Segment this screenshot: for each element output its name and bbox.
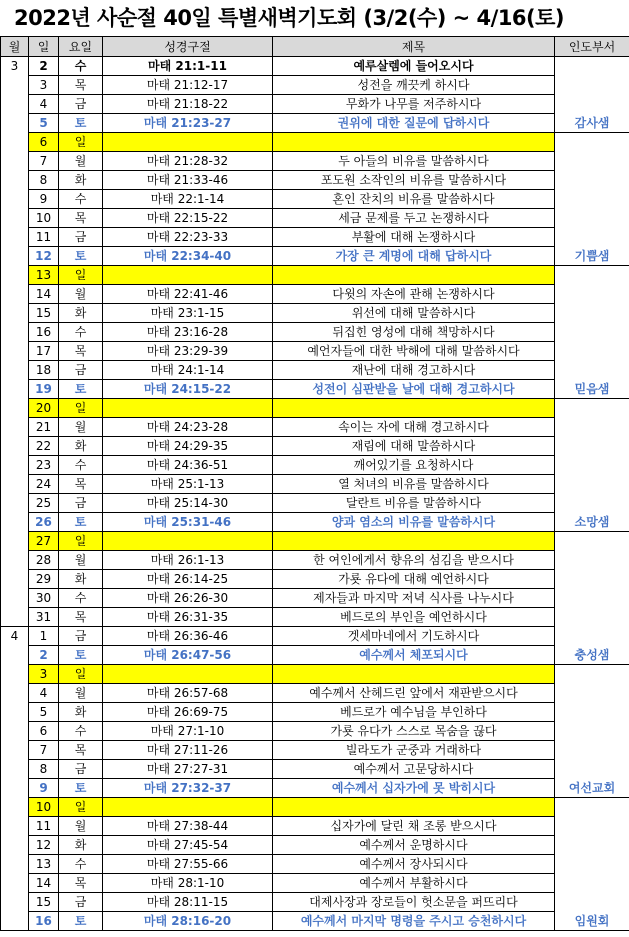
title-cell (273, 532, 555, 551)
verse-cell: 마태 21:18-22 (103, 95, 273, 114)
table-row (1, 627, 629, 646)
title-cell: 예수께서 체포되시다 (273, 646, 555, 665)
verse-cell: 마태 23:29-39 (103, 342, 273, 361)
department-cell: 여선교회 (555, 665, 629, 798)
title-cell (273, 133, 555, 152)
weekday-cell: 목 (59, 209, 103, 228)
verse-cell: 마태 21:1-11 (103, 57, 273, 76)
weekday-cell: 화 (59, 304, 103, 323)
table-row (1, 836, 629, 855)
department-cell: 임원회 (555, 798, 629, 931)
table-row (1, 190, 629, 209)
weekday-cell: 월 (59, 551, 103, 570)
day-cell: 5 (29, 703, 59, 722)
day-cell: 13 (29, 266, 59, 285)
day-cell: 16 (29, 323, 59, 342)
table-row (1, 665, 629, 684)
verse-cell: 마태 26:69-75 (103, 703, 273, 722)
verse-cell: 마태 26:31-35 (103, 608, 273, 627)
department-cell: 충성샘 (555, 532, 629, 665)
title-cell: 다윗의 자손에 관해 논쟁하시다 (273, 285, 555, 304)
day-cell: 7 (29, 741, 59, 760)
verse-cell (103, 133, 273, 152)
title-cell: 예수께서 산헤드린 앞에서 재판받으시다 (273, 684, 555, 703)
department-cell: 감사샘 (555, 57, 629, 133)
weekday-cell: 수 (59, 855, 103, 874)
day-cell: 18 (29, 361, 59, 380)
table-row (1, 418, 629, 437)
table-row (1, 513, 629, 532)
day-cell: 11 (29, 817, 59, 836)
table-row (1, 361, 629, 380)
title-cell: 베드로가 예수님을 부인하다 (273, 703, 555, 722)
table-row (1, 285, 629, 304)
day-cell: 14 (29, 285, 59, 304)
header-verse: 성경구절 (103, 37, 273, 57)
weekday-cell: 화 (59, 703, 103, 722)
verse-cell: 마태 27:55-66 (103, 855, 273, 874)
verse-cell (103, 665, 273, 684)
title-cell: 예수께서 십자가에 못 박히시다 (273, 779, 555, 798)
title-cell: 예루살렘에 들어오시다 (273, 57, 555, 76)
day-cell: 12 (29, 247, 59, 266)
title-cell: 가장 큰 계명에 대해 답하시다 (273, 247, 555, 266)
weekday-cell: 수 (59, 323, 103, 342)
page-title: 2022년 사순절 40일 특별새벽기도회 (3/2(수) ~ 4/16(토) (14, 6, 565, 30)
verse-cell: 마태 26:47-56 (103, 646, 273, 665)
day-cell: 13 (29, 855, 59, 874)
verse-cell (103, 532, 273, 551)
day-cell: 21 (29, 418, 59, 437)
header-weekday: 요일 (59, 37, 103, 57)
verse-cell: 마태 24:29-35 (103, 437, 273, 456)
day-cell: 10 (29, 798, 59, 817)
day-cell: 14 (29, 874, 59, 893)
table-row (1, 342, 629, 361)
weekday-cell: 토 (59, 912, 103, 931)
verse-cell: 마태 27:32-37 (103, 779, 273, 798)
weekday-cell: 일 (59, 665, 103, 684)
table-row (1, 741, 629, 760)
weekday-cell: 수 (59, 456, 103, 475)
title-cell: 부활에 대해 논쟁하시다 (273, 228, 555, 247)
title-cell: 예수께서 마지막 명령을 주시고 승천하시다 (273, 912, 555, 931)
verse-cell (103, 266, 273, 285)
day-cell: 24 (29, 475, 59, 494)
verse-cell: 마태 27:1-10 (103, 722, 273, 741)
table-row (1, 399, 629, 418)
weekday-cell: 토 (59, 114, 103, 133)
title-cell: 예수께서 장사되시다 (273, 855, 555, 874)
verse-cell: 마태 25:31-46 (103, 513, 273, 532)
table-row (1, 114, 629, 133)
weekday-cell: 화 (59, 171, 103, 190)
weekday-cell: 목 (59, 475, 103, 494)
weekday-cell: 금 (59, 760, 103, 779)
table-row (1, 133, 629, 152)
verse-cell: 마태 22:15-22 (103, 209, 273, 228)
verse-cell: 마태 26:36-46 (103, 627, 273, 646)
title-cell: 가룟 유다가 스스로 목숨을 끊다 (273, 722, 555, 741)
month-cell: 4 (1, 627, 29, 931)
weekday-cell: 금 (59, 228, 103, 247)
weekday-cell: 수 (59, 722, 103, 741)
table-row (1, 874, 629, 893)
header-title: 제목 (273, 37, 555, 57)
weekday-cell: 월 (59, 418, 103, 437)
weekday-cell: 화 (59, 570, 103, 589)
verse-cell: 마태 27:27-31 (103, 760, 273, 779)
weekday-cell: 화 (59, 836, 103, 855)
verse-cell: 마태 26:26-30 (103, 589, 273, 608)
day-cell: 8 (29, 760, 59, 779)
table-row (1, 589, 629, 608)
table-row (1, 684, 629, 703)
weekday-cell: 목 (59, 342, 103, 361)
weekday-cell: 화 (59, 437, 103, 456)
weekday-cell: 목 (59, 608, 103, 627)
header-day: 일 (29, 37, 59, 57)
weekday-cell: 금 (59, 361, 103, 380)
department-cell: 기쁨샘 (555, 133, 629, 266)
table-row (1, 228, 629, 247)
title-cell (273, 266, 555, 285)
verse-cell: 마태 23:1-15 (103, 304, 273, 323)
day-cell: 16 (29, 912, 59, 931)
verse-cell: 마태 24:36-51 (103, 456, 273, 475)
verse-cell: 마태 28:11-15 (103, 893, 273, 912)
table-row (1, 304, 629, 323)
verse-cell: 마태 21:23-27 (103, 114, 273, 133)
day-cell: 5 (29, 114, 59, 133)
table-row (1, 171, 629, 190)
weekday-cell: 월 (59, 285, 103, 304)
title-cell: 권위에 대한 질문에 답하시다 (273, 114, 555, 133)
verse-cell: 마태 22:34-40 (103, 247, 273, 266)
title-cell: 열 처녀의 비유를 말씀하시다 (273, 475, 555, 494)
weekday-cell: 수 (59, 589, 103, 608)
schedule-body (1, 57, 629, 931)
day-cell: 26 (29, 513, 59, 532)
table-row (1, 247, 629, 266)
day-cell: 22 (29, 437, 59, 456)
day-cell: 15 (29, 893, 59, 912)
day-cell: 31 (29, 608, 59, 627)
table-row (1, 646, 629, 665)
table-row (1, 912, 629, 931)
weekday-cell: 토 (59, 247, 103, 266)
title-cell: 베드로의 부인을 예언하시다 (273, 608, 555, 627)
verse-cell: 마태 26:57-68 (103, 684, 273, 703)
verse-cell: 마태 26:14-25 (103, 570, 273, 589)
title-cell: 무화가 나무를 저주하시다 (273, 95, 555, 114)
title-cell: 속이는 자에 대해 경고하시다 (273, 418, 555, 437)
weekday-cell: 월 (59, 684, 103, 703)
verse-cell: 마태 26:1-13 (103, 551, 273, 570)
verse-cell: 마태 22:1-14 (103, 190, 273, 209)
day-cell: 15 (29, 304, 59, 323)
verse-cell: 마태 24:15-22 (103, 380, 273, 399)
table-row (1, 266, 629, 285)
table-row (1, 779, 629, 798)
header-department: 인도부서 (555, 37, 629, 57)
verse-cell (103, 798, 273, 817)
day-cell: 20 (29, 399, 59, 418)
table-row (1, 722, 629, 741)
weekday-cell: 토 (59, 513, 103, 532)
title-cell: 달란트 비유를 말씀하시다 (273, 494, 555, 513)
verse-cell: 마태 22:23-33 (103, 228, 273, 247)
table-row (1, 380, 629, 399)
verse-cell: 마태 22:41-46 (103, 285, 273, 304)
day-cell: 3 (29, 665, 59, 684)
title-cell: 재림에 대해 말씀하시다 (273, 437, 555, 456)
weekday-cell: 토 (59, 646, 103, 665)
day-cell: 17 (29, 342, 59, 361)
verse-cell: 마태 21:33-46 (103, 171, 273, 190)
title-cell: 예수께서 운명하시다 (273, 836, 555, 855)
day-cell: 30 (29, 589, 59, 608)
weekday-cell: 일 (59, 133, 103, 152)
verse-cell: 마태 21:28-32 (103, 152, 273, 171)
weekday-cell: 일 (59, 798, 103, 817)
department-cell: 소망샘 (555, 399, 629, 532)
day-cell: 6 (29, 722, 59, 741)
day-cell: 2 (29, 646, 59, 665)
table-row (1, 456, 629, 475)
department-cell: 믿음샘 (555, 266, 629, 399)
day-cell: 23 (29, 456, 59, 475)
title-cell (273, 399, 555, 418)
weekday-cell: 목 (59, 874, 103, 893)
day-cell: 28 (29, 551, 59, 570)
day-cell: 1 (29, 627, 59, 646)
day-cell: 25 (29, 494, 59, 513)
month-cell: 3 (1, 57, 29, 627)
verse-cell: 마태 21:12-17 (103, 76, 273, 95)
weekday-cell: 토 (59, 779, 103, 798)
table-row (1, 95, 629, 114)
weekday-cell: 월 (59, 152, 103, 171)
weekday-cell: 금 (59, 95, 103, 114)
table-row (1, 608, 629, 627)
title-cell: 뒤집힌 영성에 대해 책망하시다 (273, 323, 555, 342)
weekday-cell: 일 (59, 399, 103, 418)
table-row (1, 570, 629, 589)
day-cell: 3 (29, 76, 59, 95)
weekday-cell: 목 (59, 741, 103, 760)
table-row (1, 760, 629, 779)
table-row (1, 437, 629, 456)
title-cell: 포도원 소작인의 비유를 말씀하시다 (273, 171, 555, 190)
title-cell: 한 여인에게서 향유의 섬김을 받으시다 (273, 551, 555, 570)
verse-cell: 마태 25:1-13 (103, 475, 273, 494)
verse-cell: 마태 28:1-10 (103, 874, 273, 893)
table-row (1, 76, 629, 95)
weekday-cell: 일 (59, 266, 103, 285)
day-cell: 11 (29, 228, 59, 247)
weekday-cell: 수 (59, 57, 103, 76)
verse-cell: 마태 24:23-28 (103, 418, 273, 437)
table-row (1, 893, 629, 912)
day-cell: 27 (29, 532, 59, 551)
verse-cell: 마태 23:16-28 (103, 323, 273, 342)
weekday-cell: 월 (59, 817, 103, 836)
day-cell: 10 (29, 209, 59, 228)
day-cell: 29 (29, 570, 59, 589)
title-cell: 제자들과 마지막 저녁 식사를 나누시다 (273, 589, 555, 608)
table-row (1, 551, 629, 570)
verse-cell: 마태 25:14-30 (103, 494, 273, 513)
day-cell: 4 (29, 95, 59, 114)
title-cell: 십자가에 달린 채 조롱 받으시다 (273, 817, 555, 836)
verse-cell (103, 399, 273, 418)
table-header-row (1, 37, 629, 57)
table-row (1, 817, 629, 836)
title-cell: 가룟 유다에 대해 예언하시다 (273, 570, 555, 589)
day-cell: 8 (29, 171, 59, 190)
weekday-cell: 금 (59, 893, 103, 912)
title-cell (273, 798, 555, 817)
weekday-cell: 금 (59, 627, 103, 646)
weekday-cell: 목 (59, 76, 103, 95)
weekday-cell: 금 (59, 494, 103, 513)
table-row (1, 323, 629, 342)
title-cell: 겟세마네에서 기도하시다 (273, 627, 555, 646)
table-row (1, 494, 629, 513)
table-row (1, 532, 629, 551)
title-cell: 혼인 잔치의 비유를 말씀하시다 (273, 190, 555, 209)
table-row (1, 475, 629, 494)
title-cell: 양과 염소의 비유를 말씀하시다 (273, 513, 555, 532)
day-cell: 2 (29, 57, 59, 76)
day-cell: 4 (29, 684, 59, 703)
header-month: 월 (1, 37, 29, 57)
verse-cell: 마태 27:11-26 (103, 741, 273, 760)
title-cell: 두 아들의 비유를 말씀하시다 (273, 152, 555, 171)
weekday-cell: 토 (59, 380, 103, 399)
title-cell: 성전을 깨끗케 하시다 (273, 76, 555, 95)
table-row (1, 152, 629, 171)
table-row (1, 798, 629, 817)
table-row (1, 57, 629, 76)
table-row (1, 209, 629, 228)
title-cell: 예수께서 부활하시다 (273, 874, 555, 893)
weekday-cell: 수 (59, 190, 103, 209)
verse-cell: 마태 28:16-20 (103, 912, 273, 931)
day-cell: 9 (29, 779, 59, 798)
verse-cell: 마태 27:38-44 (103, 817, 273, 836)
title-cell: 위선에 대해 말씀하시다 (273, 304, 555, 323)
title-cell: 예언자들에 대한 박해에 대해 말씀하시다 (273, 342, 555, 361)
title-cell: 깨어있기를 요청하시다 (273, 456, 555, 475)
title-cell: 대제사장과 장로들이 헛소문을 퍼뜨리다 (273, 893, 555, 912)
verse-cell: 마태 24:1-14 (103, 361, 273, 380)
schedule-table (0, 36, 629, 931)
title-cell: 성전이 심판받을 날에 대해 경고하시다 (273, 380, 555, 399)
title-cell: 빌라도가 군중과 거래하다 (273, 741, 555, 760)
title-cell (273, 665, 555, 684)
title-cell: 세금 문제를 두고 논쟁하시다 (273, 209, 555, 228)
title-cell: 예수께서 고문당하시다 (273, 760, 555, 779)
verse-cell: 마태 27:45-54 (103, 836, 273, 855)
day-cell: 7 (29, 152, 59, 171)
table-row (1, 855, 629, 874)
day-cell: 9 (29, 190, 59, 209)
table-row (1, 703, 629, 722)
day-cell: 19 (29, 380, 59, 399)
weekday-cell: 일 (59, 532, 103, 551)
day-cell: 12 (29, 836, 59, 855)
title-cell: 재난에 대해 경고하시다 (273, 361, 555, 380)
day-cell: 6 (29, 133, 59, 152)
